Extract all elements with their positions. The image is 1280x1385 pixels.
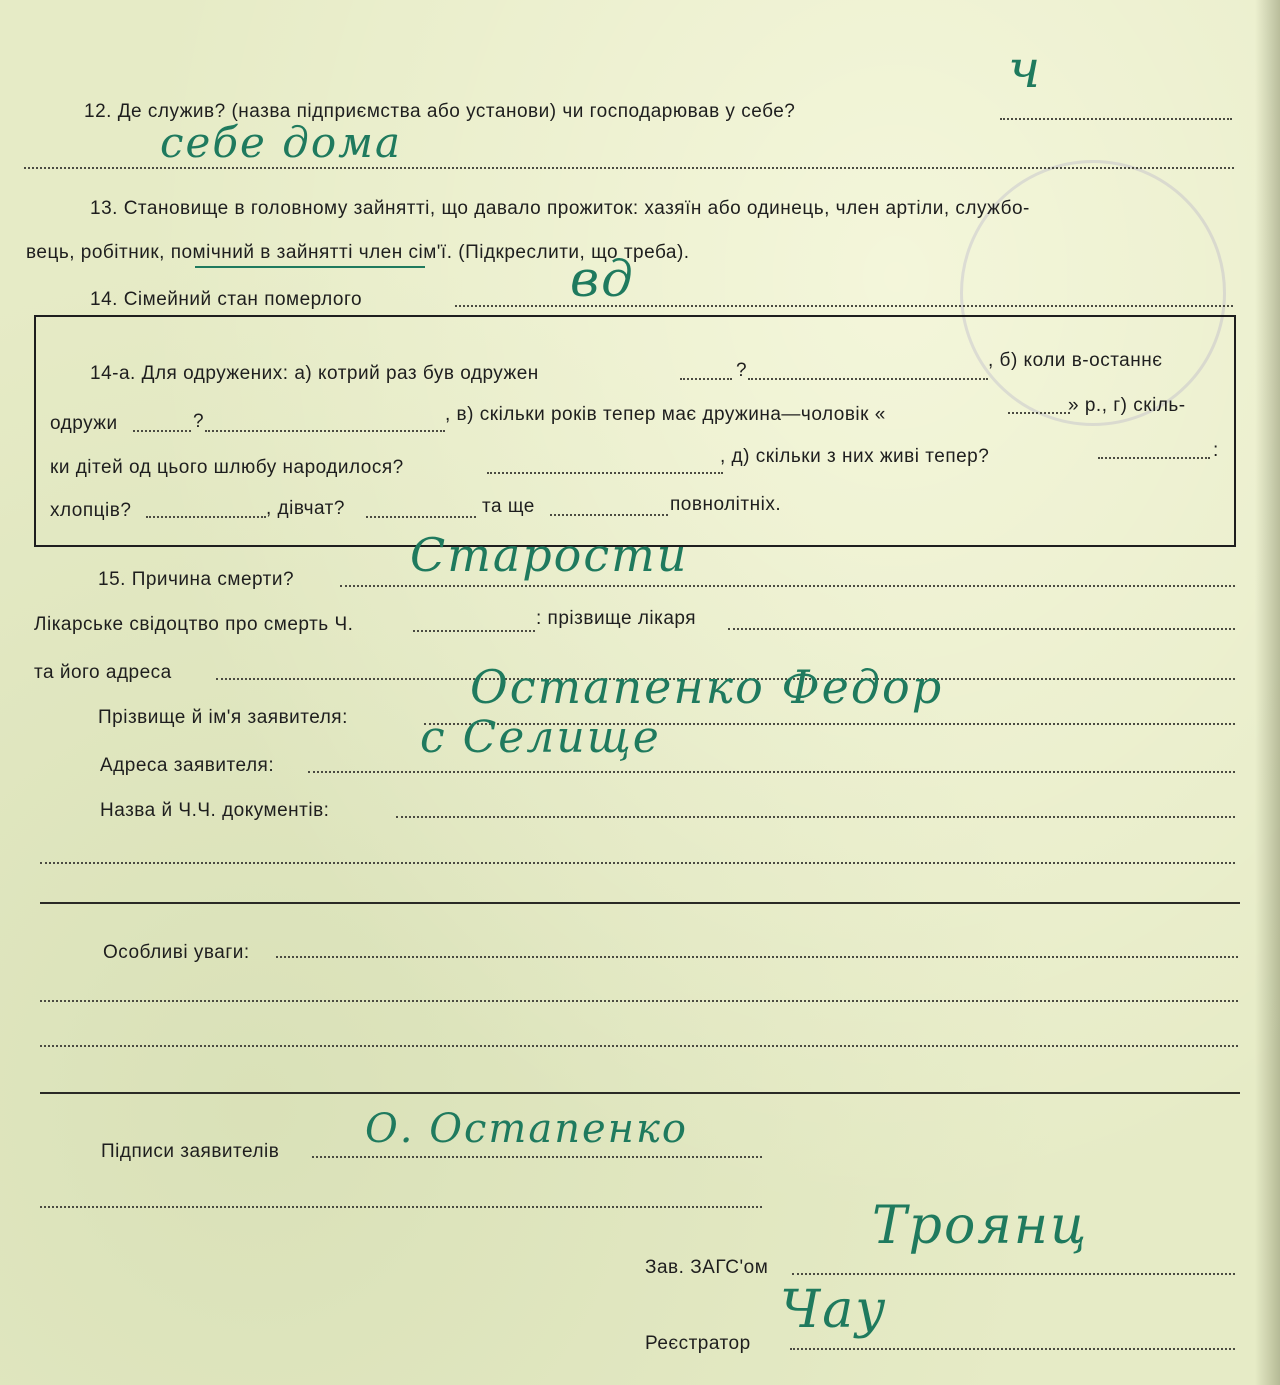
q12-answer-handwriting-1: ч	[1008, 40, 1043, 100]
q13-line1: 13. Становище в головному зайнятті, що давало прожиток: хазяїн або одинець, член артіли, службо-	[90, 198, 1030, 219]
applicant-docs-label: Назва й Ч.Ч. документів:	[100, 800, 330, 821]
notes-field-3[interactable]	[40, 1045, 1238, 1047]
notes-field-1[interactable]	[276, 956, 1238, 958]
applicant-address-field[interactable]	[308, 771, 1235, 773]
doctor-name-field[interactable]	[728, 628, 1235, 630]
applicant-address-handwriting: с Селище	[420, 712, 661, 763]
q15-answer-handwriting: Старости	[410, 528, 689, 582]
q14a-when-last-field[interactable]	[748, 378, 988, 380]
applicant-address-label: Адреса заявителя:	[100, 755, 275, 776]
applicant-docs-field-2[interactable]	[40, 862, 1235, 864]
q14a-line4-girls: , дівчат?	[266, 498, 345, 519]
q14a-married-field[interactable]	[133, 430, 191, 432]
q12-answer-handwriting-2: себе дома	[160, 118, 402, 167]
head-signature-field[interactable]	[792, 1273, 1235, 1275]
q12-label: 12. Де служив? (назва підприємства або установи) чи господарював у себе?	[84, 101, 796, 122]
head-signature-handwriting: Троянц	[872, 1196, 1089, 1256]
q14a-line1-tail: , б) коли в-останнє	[988, 350, 1163, 371]
q14a-line4-more: та ще	[482, 496, 535, 517]
section-divider-1	[40, 902, 1240, 904]
q13-line2: вець, робітник, помічний в зайнятті член сім'ї. (Підкреслити, що треба).	[26, 242, 690, 263]
applicant-docs-field[interactable]	[396, 816, 1235, 818]
q15-label: 15. Причина смерти?	[98, 569, 295, 590]
q14a-line3-text: ки дітей од цього шлюбу народилося?	[50, 457, 404, 478]
registrar-label: Реєстратор	[645, 1333, 751, 1354]
q14a-line1-text: 14-а. Для одружених: а) котрий раз був одружен	[90, 363, 539, 384]
notes-label: Особливі уваги:	[103, 942, 250, 963]
q12-answer-line-2[interactable]	[24, 167, 1234, 169]
doctor-address-label: та його адреса	[34, 662, 172, 683]
q14-answer-handwriting: вд	[570, 250, 635, 308]
signatures-field[interactable]	[312, 1156, 762, 1158]
q14a-line4-boys: хлопців?	[50, 500, 132, 521]
notes-field-2[interactable]	[40, 1000, 1238, 1002]
q14a-line2-start: одружи	[50, 413, 118, 434]
q14a-adults-field[interactable]	[550, 514, 668, 516]
q14-label: 14. Сімейний стан померлого	[90, 289, 363, 310]
doctor-certificate-label: Лікарське свідоцтво про смерть Ч.	[34, 614, 354, 635]
page-edge-shadow	[1255, 0, 1280, 1385]
q14a-children-alive-field[interactable]	[1098, 457, 1210, 459]
signatures-field-2[interactable]	[40, 1206, 762, 1208]
doctor-name-label: : прізвище лікаря	[536, 608, 697, 629]
registrar-signature-field[interactable]	[790, 1348, 1235, 1350]
q14a-line1-qmark: ?	[736, 360, 748, 381]
doctor-certificate-number-field[interactable]	[413, 630, 535, 632]
q14a-line2-mid: , в) скільки років тепер має дружина—чоловік «	[445, 404, 886, 425]
applicant-name-label: Прізвище й ім'я заявителя:	[98, 707, 348, 728]
q14a-married-field-2[interactable]	[205, 430, 445, 432]
q14a-boys-field[interactable]	[146, 516, 266, 518]
head-label: Зав. ЗАГС'ом	[645, 1257, 769, 1278]
q14a-line3-colon: :	[1213, 440, 1219, 461]
q14a-children-born-field[interactable]	[487, 472, 723, 474]
q14a-line3-mid: , д) скільки з них живі тепер?	[720, 446, 990, 467]
q14a-times-married-field[interactable]	[680, 378, 732, 380]
signatures-label: Підписи заявителів	[101, 1141, 280, 1162]
q14a-spouse-age-field[interactable]	[1008, 412, 1070, 414]
q12-answer-line[interactable]	[1000, 118, 1232, 120]
applicant-name-handwriting: Остапенко Федор	[470, 660, 944, 714]
section-divider-2	[40, 1092, 1240, 1094]
q14a-line2-qmark: ?	[193, 411, 205, 432]
registrar-signature-handwriting: Чау	[780, 1280, 888, 1340]
q14a-line2-tail: » р., г) скіль-	[1068, 395, 1186, 416]
q13-underline-mark	[195, 266, 425, 268]
q15-answer-line[interactable]	[340, 585, 1235, 587]
applicant-signature-handwriting: О. Остапенко	[365, 1106, 688, 1152]
q14a-line4-adults: повнолітніх.	[670, 494, 782, 515]
q14a-girls-field[interactable]	[366, 516, 476, 518]
